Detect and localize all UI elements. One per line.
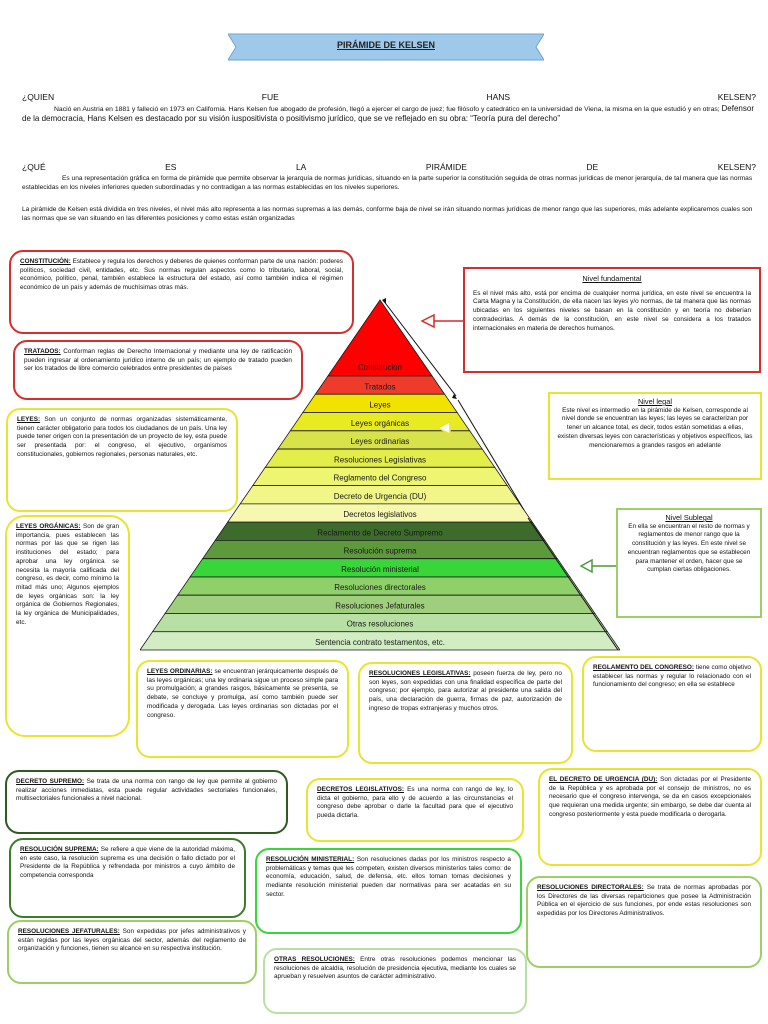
resolucion-ministerial-text: Son resoluciones dadas por los ministros respecto a problemáticas y temas que les competen, existen diversos ministerios tales como: de economía, educación, salud, de defensa, etc. ellos toman tomas decisiones y mediante resolución ministerial pueden dar normativas para ser acatadas en su sector. [266, 856, 511, 898]
page-title: PIRÁMIDE DE KELSEN [336, 40, 435, 50]
pyramid-layer-label: Leyes orgánicas [350, 418, 410, 428]
pyramid-layer-label: Resolución ministerial [341, 564, 419, 574]
nivel-legal-title: Nivel legal [637, 397, 673, 406]
level-arrows [420, 308, 468, 588]
decretos-legislativos-title: DECRETOS LEGISLATIVOS: [317, 786, 404, 793]
leyes-title: LEYES: [17, 416, 41, 423]
resolucion-ministerial-box [255, 848, 522, 934]
q1-word: KELSEN? [717, 92, 756, 102]
resoluciones-directorales-box [526, 876, 762, 968]
nivel-fundamental-title: Nivel fundamental [582, 274, 642, 283]
tratados-text: Conforman reglas de Derecho Internacional y mediante una ley de ratificación pueden ingresar al ordenamiento jurídico interno de un país; un ejemplo de tratado pueden ser los tratados de libre comercio celebrados entre presidentes de países [24, 348, 292, 373]
pyramid-layer-label: Reglamento del Congreso [333, 473, 427, 483]
question-what-is-pyramid [22, 162, 756, 172]
q2-word: DE [586, 162, 599, 172]
pyramid-layer-label: Constitución [357, 363, 403, 372]
q2-word: KELSEN? [717, 162, 756, 172]
leyes-ordinarias-title: LEYES ORDINARIAS: [147, 668, 213, 675]
pyramid-layer-label: Leyes ordinarias [350, 437, 410, 447]
q2-word: LA [295, 162, 307, 172]
decretos-legislativos-box [306, 778, 524, 842]
resoluciones-jefaturales-box [7, 920, 257, 984]
otras-resoluciones-box [263, 948, 527, 1014]
constitucion-box [9, 250, 354, 334]
nivel-legal-box [548, 392, 762, 480]
kelsen-bio-paragraph [22, 104, 756, 125]
bio-text: Nació en Austria en 1881 y falleció en 1973 en California. Hans Kelsen fue abogado de profesión, llegó a ejercer el cargo de juez; fue filósofo y catedrático en la universidad de Viena, la misma en la que estudió y en otras; [54, 106, 720, 113]
resoluciones-legislativas-text: poseen fuerza de ley, pero no son leyes, son expedidas con una finalidad específica de parte del congreso; por ejemplo, para autorizar al presidente una salida del país, una declaración de guerra, firmas de paz, autorización de ingreso de tropas extranjeras y muchos otros. [369, 670, 562, 712]
reglamento-congreso-title: REGLAMENTO DEL CONGRESO: [593, 664, 695, 671]
bio-highlight: Defensor de la democracia, Hans Kelsen es destacado por su visión iuspositivista o positivismo jurídico, que se ve reflejado en su obra: “Teoría pura del derecho” [22, 104, 754, 124]
pyramid-layer-label: Leyes [369, 400, 391, 410]
reglamento-congreso-text: tiene como objetivo establecer las normas y regular lo relacionado con el funcionamiento del congreso; en ella se establece [593, 664, 751, 689]
constitucion-text: Establece y regula los derechos y deberes de quienes conforman parte de una nación: poderes políticos, sociedad civil, entidades, etc. Sus normas regulan aspectos como lo tributario, laboral, social, económico, político, penal, también establece la estructura del estado, así como también indica el régimen económico de un país y además de muchísimas otras más. [20, 258, 343, 292]
resolucion-suprema-text: Se refiere a que viene de la autoridad máxima, en este caso, la resolución suprema es una decisión o fallo dictado por el Presidente de la República y refrendada por ministros a cuyo ámbito de competencia corresponda [20, 846, 235, 880]
pyramid-layer-label: Decreto de Urgencia (DU) [333, 491, 427, 501]
reglamento-congreso-box [582, 656, 762, 752]
decreto-supremo-box [5, 770, 288, 834]
resoluciones-directorales-text: Se trata de normas aprobadas por los Directores de las diversas reparticiones que posee la Administración Pública en el ejercicio de sus funciones, por ende estas resoluciones son expedidas por los Directores Administrativos. [537, 884, 751, 918]
pyramid-layer-label: Sentencia contrato testamentos, etc. [315, 638, 445, 647]
pyramid-layer-label: Resoluciones Legislativas [333, 455, 427, 465]
resolucion-suprema-title: RESOLUCIÓN SUPREMA: [20, 846, 99, 853]
resoluciones-jefaturales-title: RESOLUCIONES JEFATURALES: [18, 928, 120, 935]
leyes-text: Son un conjunto de normas organizadas sistemáticamente, tienen carácter obligatorio para todos los ciudadanos de un país. Una ley puede tener origen con la presentación de un proyecto de ley, esta puede ser presentada por: el congreso, el ejecutivo, organismos constitucionales, gobiernos regionales, personas naturales, etc. [17, 416, 227, 458]
otras-resoluciones-text: Entre otras resoluciones podemos mencionar las resoluciones de alcaldía, resolución de presidencia ejecutiva, mediante los cuales se aprueban y resuelven asuntos de carácter administrativo. [274, 956, 516, 981]
q1-word: FUE [261, 92, 279, 102]
decreto-supremo-title: DECRETO SUPREMO: [16, 778, 85, 785]
pyramid-layer-label: Decretos legislativos [343, 510, 417, 520]
nivel-legal-text: Este nivel es intermedio en la pirámide de Kelsen, corresponde al nivel donde se encuentran las leyes; las leyes se caracterizan por tener un alcance total, es decir, todos están sometidas a ellas, existen diversas leyes con características y objetivos específicos, las mencionaremos a grandes rasgos en adelante [557, 406, 753, 449]
nivel-sublegal-title: Nivel Sublegal [665, 513, 713, 522]
pyramid-layer-label: Tratados [364, 382, 396, 392]
nivel-sublegal-text: En ella se encuentran el resto de normas y reglamentos de menor rango que la constitución y las leyes. En este nivel se encuentran reglamentos que se establecen para mantener el orden, hacer que se cumplan ciertas obligaciones. [627, 522, 751, 574]
resoluciones-directorales-title: RESOLUCIONES DIRECTORALES: [537, 884, 644, 891]
decretos-legislativos-text: Es una norma con rango de ley, lo dicta el gobierno, para ello y de acuerdo a las circunstancias el congreso debe aprobar o darle la facultad para que el ejecutivo pueda dictarla. [317, 786, 513, 820]
decreto-supremo-text: Se trata de una norma con rango de ley que permite al gobierno realizar acciones inmediatas, esta puede regular actividades sectoriales funcionales, multisectoriales funcionales a nivel nacional. [16, 778, 277, 803]
leyes-organicas-title: LEYES ORGÁNICAS: [16, 523, 81, 530]
definition-text: Es una representación gráfica en forma de pirámide que permite observar la jerarquía de normas jurídicas, situando en la parte superior la constitución seguida de otras normas jurídicas de menor jerarquía, de tal manera que las normas establecidas en los niveles inferiores queden subordinadas y no contradigan a las normas establecidas en los niveles superiores. [22, 175, 753, 192]
leyes-ordinarias-box [136, 660, 349, 758]
resolucion-suprema-box [9, 838, 246, 918]
q1-word: ¿QUIEN [22, 92, 55, 102]
nivel-sublegal-box [616, 508, 762, 618]
nivel-fundamental-box [463, 267, 761, 373]
leyes-ordinarias-text: se encuentran jerárquicamente después de las leyes orgánicas; una ley ordinaria sigue un proceso simple para su promulgación; a grandes rasgos, básicamente se presenta, se debate, se concluye y promulga, así como también puede ser modificada y derogada. Las leyes ordinarias son dictadas por el congreso. [147, 668, 338, 719]
question-who-was-kelsen [22, 92, 756, 102]
resolucion-ministerial-title: RESOLUCIÓN MINISTERIAL: [266, 856, 355, 863]
pyramid-layer-label: Reclamento de Decreto Sumpremo [317, 528, 443, 538]
title-banner [228, 30, 544, 64]
constitucion-title: CONSTITUCIÓN: [20, 258, 71, 265]
resoluciones-legislativas-title: RESOLUCIONES LEGISLATIVAS: [369, 670, 471, 677]
decreto-urgencia-title: EL DECRETO DE URGENCIA (DU): [549, 776, 658, 783]
tratados-box [13, 340, 303, 400]
leyes-organicas-text: Son de gran importancia, pues establecen las normas por las que se rigen las instituciones del estado; para aprobar una ley orgánica se necesita la mayoría calificada del congreso, es decir, como mínimo la mitad más uno; Algunos ejemplos de leyes orgánicas son: la ley orgánica de Gobiernos Regionales, la ley orgánica de Municipalidades, etc. [16, 523, 119, 626]
q2-word: ¿QUÉ [22, 162, 46, 172]
decreto-urgencia-text: Son dictadas por el Presidente de la República y es aprobada por el consejo de ministros, no es necesario que el congreso intervenga, se da en casos excepcionales que requieran una medida urgente; sin embargo, se debe dar cuenta al congreso posteriormente y esta puede modificarla o derogarla. [549, 776, 751, 818]
resoluciones-jefaturales-text: Son expedidas por jefes administrativos y están regidas por las leyes orgánicas del sector, además del reglamento de organización y funciones, tienen su alcance en su respectiva institución. [18, 928, 246, 953]
tratados-title: TRATADOS: [24, 348, 61, 355]
pyramid-layer-label: Resolución suprema [343, 546, 417, 556]
arrow-fundamental-icon [422, 315, 464, 327]
leyes-organicas-box [5, 515, 130, 737]
levels-text: La pirámide de Kelsen está dividida en tres niveles, el nivel más alto representa a las normas supremas a las demás, conforme baja de nivel se irán situando normas jurídicas de menor rango que las superiores, más adelante explicaremos cuales son las normas que se van situando en las diferentes posiciones y como estas están organizadas [22, 206, 753, 223]
pyramid-layer-label: Resoluciones Jefaturales [335, 601, 425, 611]
pyramid-levels-paragraph [22, 205, 756, 224]
arrow-legal-icon [438, 422, 466, 434]
resoluciones-legislativas-box [358, 662, 573, 764]
q2-word: ES [165, 162, 177, 172]
nivel-fundamental-text: Es el nivel más alto, está por encima de cualquier norma jurídica, en este nivel se encuentra la Carta Magna y la Constitución, de ella nacen las leyes y/o normas, de tal manera que las normas ubicadas en los siguientes niveles se basan en la constitución y en teoría no deberían contradecirlas. A demás de la constitución, en este nivel se considera a los tratados internacionales en materia de derechos humanos. [473, 289, 751, 332]
pyramid-layer-label: Resoluciones directorales [334, 583, 426, 593]
arrow-sublegal [580, 556, 620, 576]
q2-word: PIRÁMIDE [425, 162, 467, 172]
q1-word: HANS [486, 92, 511, 102]
pyramid-layer-label: Otras resoluciones [346, 619, 414, 629]
pyramid-definition-paragraph [22, 174, 756, 193]
otras-resoluciones-title: OTRAS RESOLUCIONES: [274, 956, 355, 963]
leyes-box [6, 408, 238, 512]
decreto-urgencia-box [538, 768, 762, 866]
